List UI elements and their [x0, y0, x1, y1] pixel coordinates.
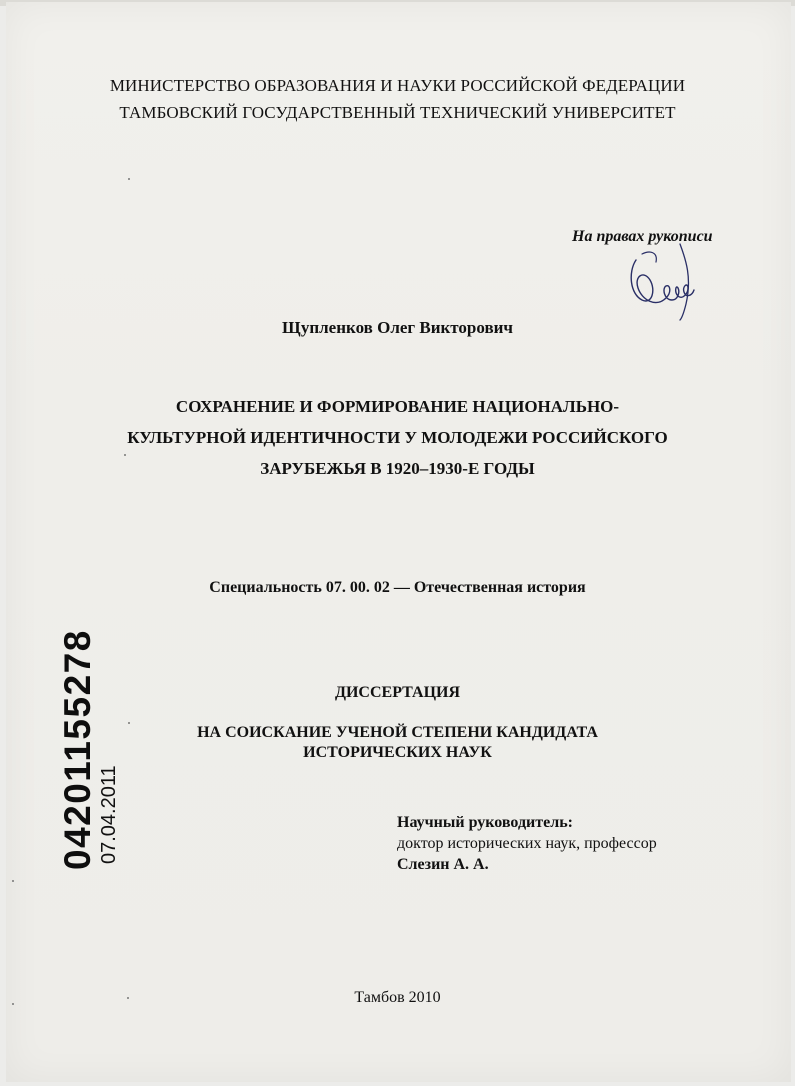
- scan-speck: [124, 454, 126, 456]
- manuscript-rights-note: На правах рукописи: [572, 228, 713, 245]
- scan-speck: [12, 880, 14, 882]
- dissertation-title: [0, 391, 795, 484]
- scan-speck: [127, 997, 129, 999]
- document-page: [6, 2, 791, 1082]
- scan-speck: [128, 722, 130, 724]
- title-line-2: КУЛЬТУРНОЙ ИДЕНТИЧНОСТИ У МОЛОДЕЖИ РОССИЙСКОГО: [127, 428, 668, 447]
- document-type: ДИССЕРТАЦИЯ: [334, 684, 461, 701]
- scan-speck: [12, 1003, 14, 1005]
- library-stamp: [18, 629, 120, 870]
- stamp-number: 04201155278: [57, 629, 98, 870]
- ministry-name: МИНИСТЕРСТВО ОБРАЗОВАНИЯ И НАУКИ РОССИЙСКОЙ ФЕДЕРАЦИИ: [109, 76, 686, 95]
- scientific-advisor: [397, 812, 657, 875]
- title-line-1: СОХРАНЕНИЕ И ФОРМИРОВАНИЕ НАЦИОНАЛЬНО-: [175, 397, 620, 416]
- stamp-date: 07.04.2011: [98, 765, 120, 864]
- university-name: ТАМБОВСКИЙ ГОСУДАРСТВЕННЫЙ ТЕХНИЧЕСКИЙ УНИВЕРСИТЕТ: [119, 103, 676, 122]
- title-line-3: ЗАРУБЕЖЬЯ В 1920–1930-Е ГОДЫ: [260, 459, 535, 478]
- advisor-name: Слезин А. А.: [397, 856, 489, 873]
- advisor-label: Научный руководитель:: [397, 814, 573, 831]
- author-signature: [622, 242, 712, 322]
- degree-line-2: ИСТОРИЧЕСКИХ НАУК: [303, 744, 492, 761]
- place-and-year: Тамбов 2010: [354, 989, 441, 1006]
- scan-speck: [128, 178, 130, 180]
- institution-header: [0, 72, 795, 126]
- advisor-rank: доктор исторических наук, профессор: [397, 835, 657, 852]
- degree-line-1: НА СОИСКАНИЕ УЧЕНОЙ СТЕПЕНИ КАНДИДАТА: [197, 724, 598, 741]
- specialty: Специальность 07. 00. 02 — Отечественная история: [209, 579, 586, 596]
- author-name: Щупленков Олег Викторович: [281, 318, 514, 337]
